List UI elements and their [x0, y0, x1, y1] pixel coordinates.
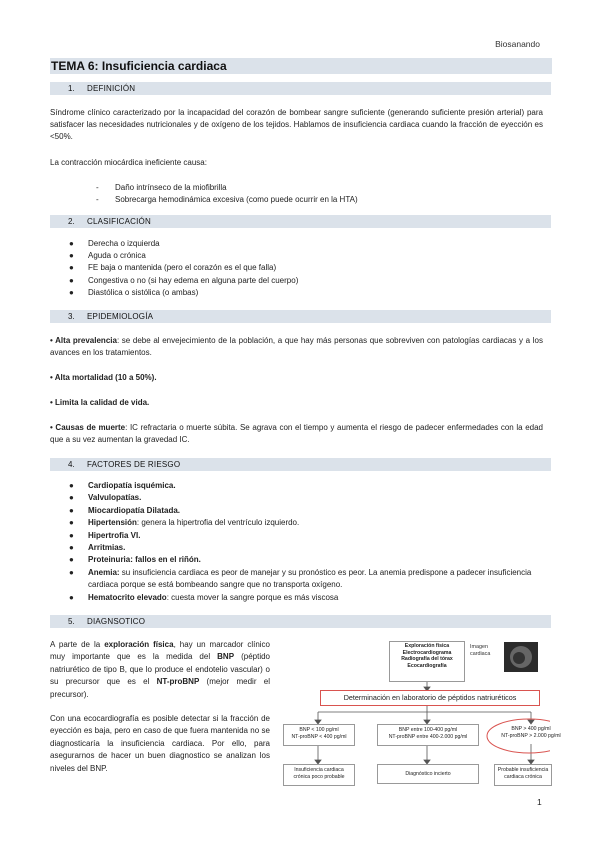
epidemiologia-calidad: • Limita la calidad de vida. — [50, 398, 150, 407]
flow-box-outcome-unlikely: Insuficiencia cardiaca crónica poco probable — [283, 764, 355, 786]
flow-box-outcome-uncertain: Diagnóstico incierto — [377, 764, 479, 784]
diagnostico-paragraph-1: A parte de la exploración física, hay un marcador clínico muy importante que es la medida del BNP (péptido natriurético de tipo B, que lo produce el endotelio vascular) o su precursor que es el NT-proBNP (mejor medir el precursor). — [50, 640, 270, 699]
image-label: Imagen cardiaca — [470, 644, 491, 657]
section-header-clasificacion: 2. CLASIFICACIÓN — [50, 215, 551, 228]
section-label: DEFINICIÓN — [87, 84, 136, 93]
diagnostico-paragraph-2: Con una ecocardiografía es posible detectar si la fracción de eyección es baja, pero en caso de que fuera mantenida no se diagnosticaría la insuficiencia cardiaca. Por ello, para asegurarnos de hacer un buen diagnostico se analizan los niveles del BNP. — [50, 714, 270, 773]
page-title: TEMA 6: Insuficiencia cardiaca — [50, 58, 552, 74]
epidemiologia-causas: • Causas de muerte: IC refractaria o muerte súbita. Se agrava con el tiempo y aumenta el riesgo de padecer enfermedades con la edad que a su vez aumentan la gravedad IC. — [50, 423, 543, 445]
flow-box-bnp-mid: BNP entre 100-400 pg/ml NT-proBNP entre 400-2.000 pg/ml — [377, 724, 479, 746]
section-header-factores: 4. FACTORES DE RIESGO — [50, 458, 551, 471]
section-header-epidemiologia: 3. EPIDEMIOLOGÍA — [50, 310, 551, 323]
section-header-definicion — [50, 82, 551, 95]
section-header-diagnostico: 5. DIAGNSOTICO — [50, 615, 551, 628]
flow-box-initial-exams: Exploración física Electrocardiograma Radiografía del tórax Ecocardiografía — [389, 641, 465, 682]
bnp-flowchart — [282, 638, 561, 784]
flow-box-outcome-probable: Probable insuficiencia cardiaca crónica — [494, 764, 552, 786]
flow-box-natriuretic-peptides: Determinación en laboratorio de péptidos natriuréticos — [320, 690, 540, 706]
epidemiologia-mortalidad: • Alta mortalidad (10 a 50%). — [50, 373, 157, 382]
flow-box-bnp-high: BNP > 400 pg/ml NT-proBNP > 2.000 pg/ml — [501, 726, 561, 739]
section-number: 1. — [68, 84, 75, 93]
epidemiologia-prevalencia: • Alta prevalencia: se debe al envejecimiento de la población, a que hay más personas que sobreviven con patologías cardiacas y a los avances en los tratamientos. — [50, 336, 543, 358]
page-number: 1 — [537, 797, 542, 807]
definicion-paragraph: Síndrome clínico caracterizado por la incapacidad del corazón de bombear sangre suficiente (generando suficiente presión arterial) para satisfacer las necesidades nutricionales y de oxígeno de los tejidos. Hablamos de insuficiencia cardiaca cuando la fracción de eyección es <50%. — [50, 108, 543, 142]
definicion-intro: La contracción miocárdica ineficiente causa: — [50, 158, 207, 167]
flow-box-bnp-low: BNP < 100 pg/ml NT-proBNP < 400 pg/ml — [283, 724, 355, 746]
header-author: Biosanando — [495, 39, 540, 49]
